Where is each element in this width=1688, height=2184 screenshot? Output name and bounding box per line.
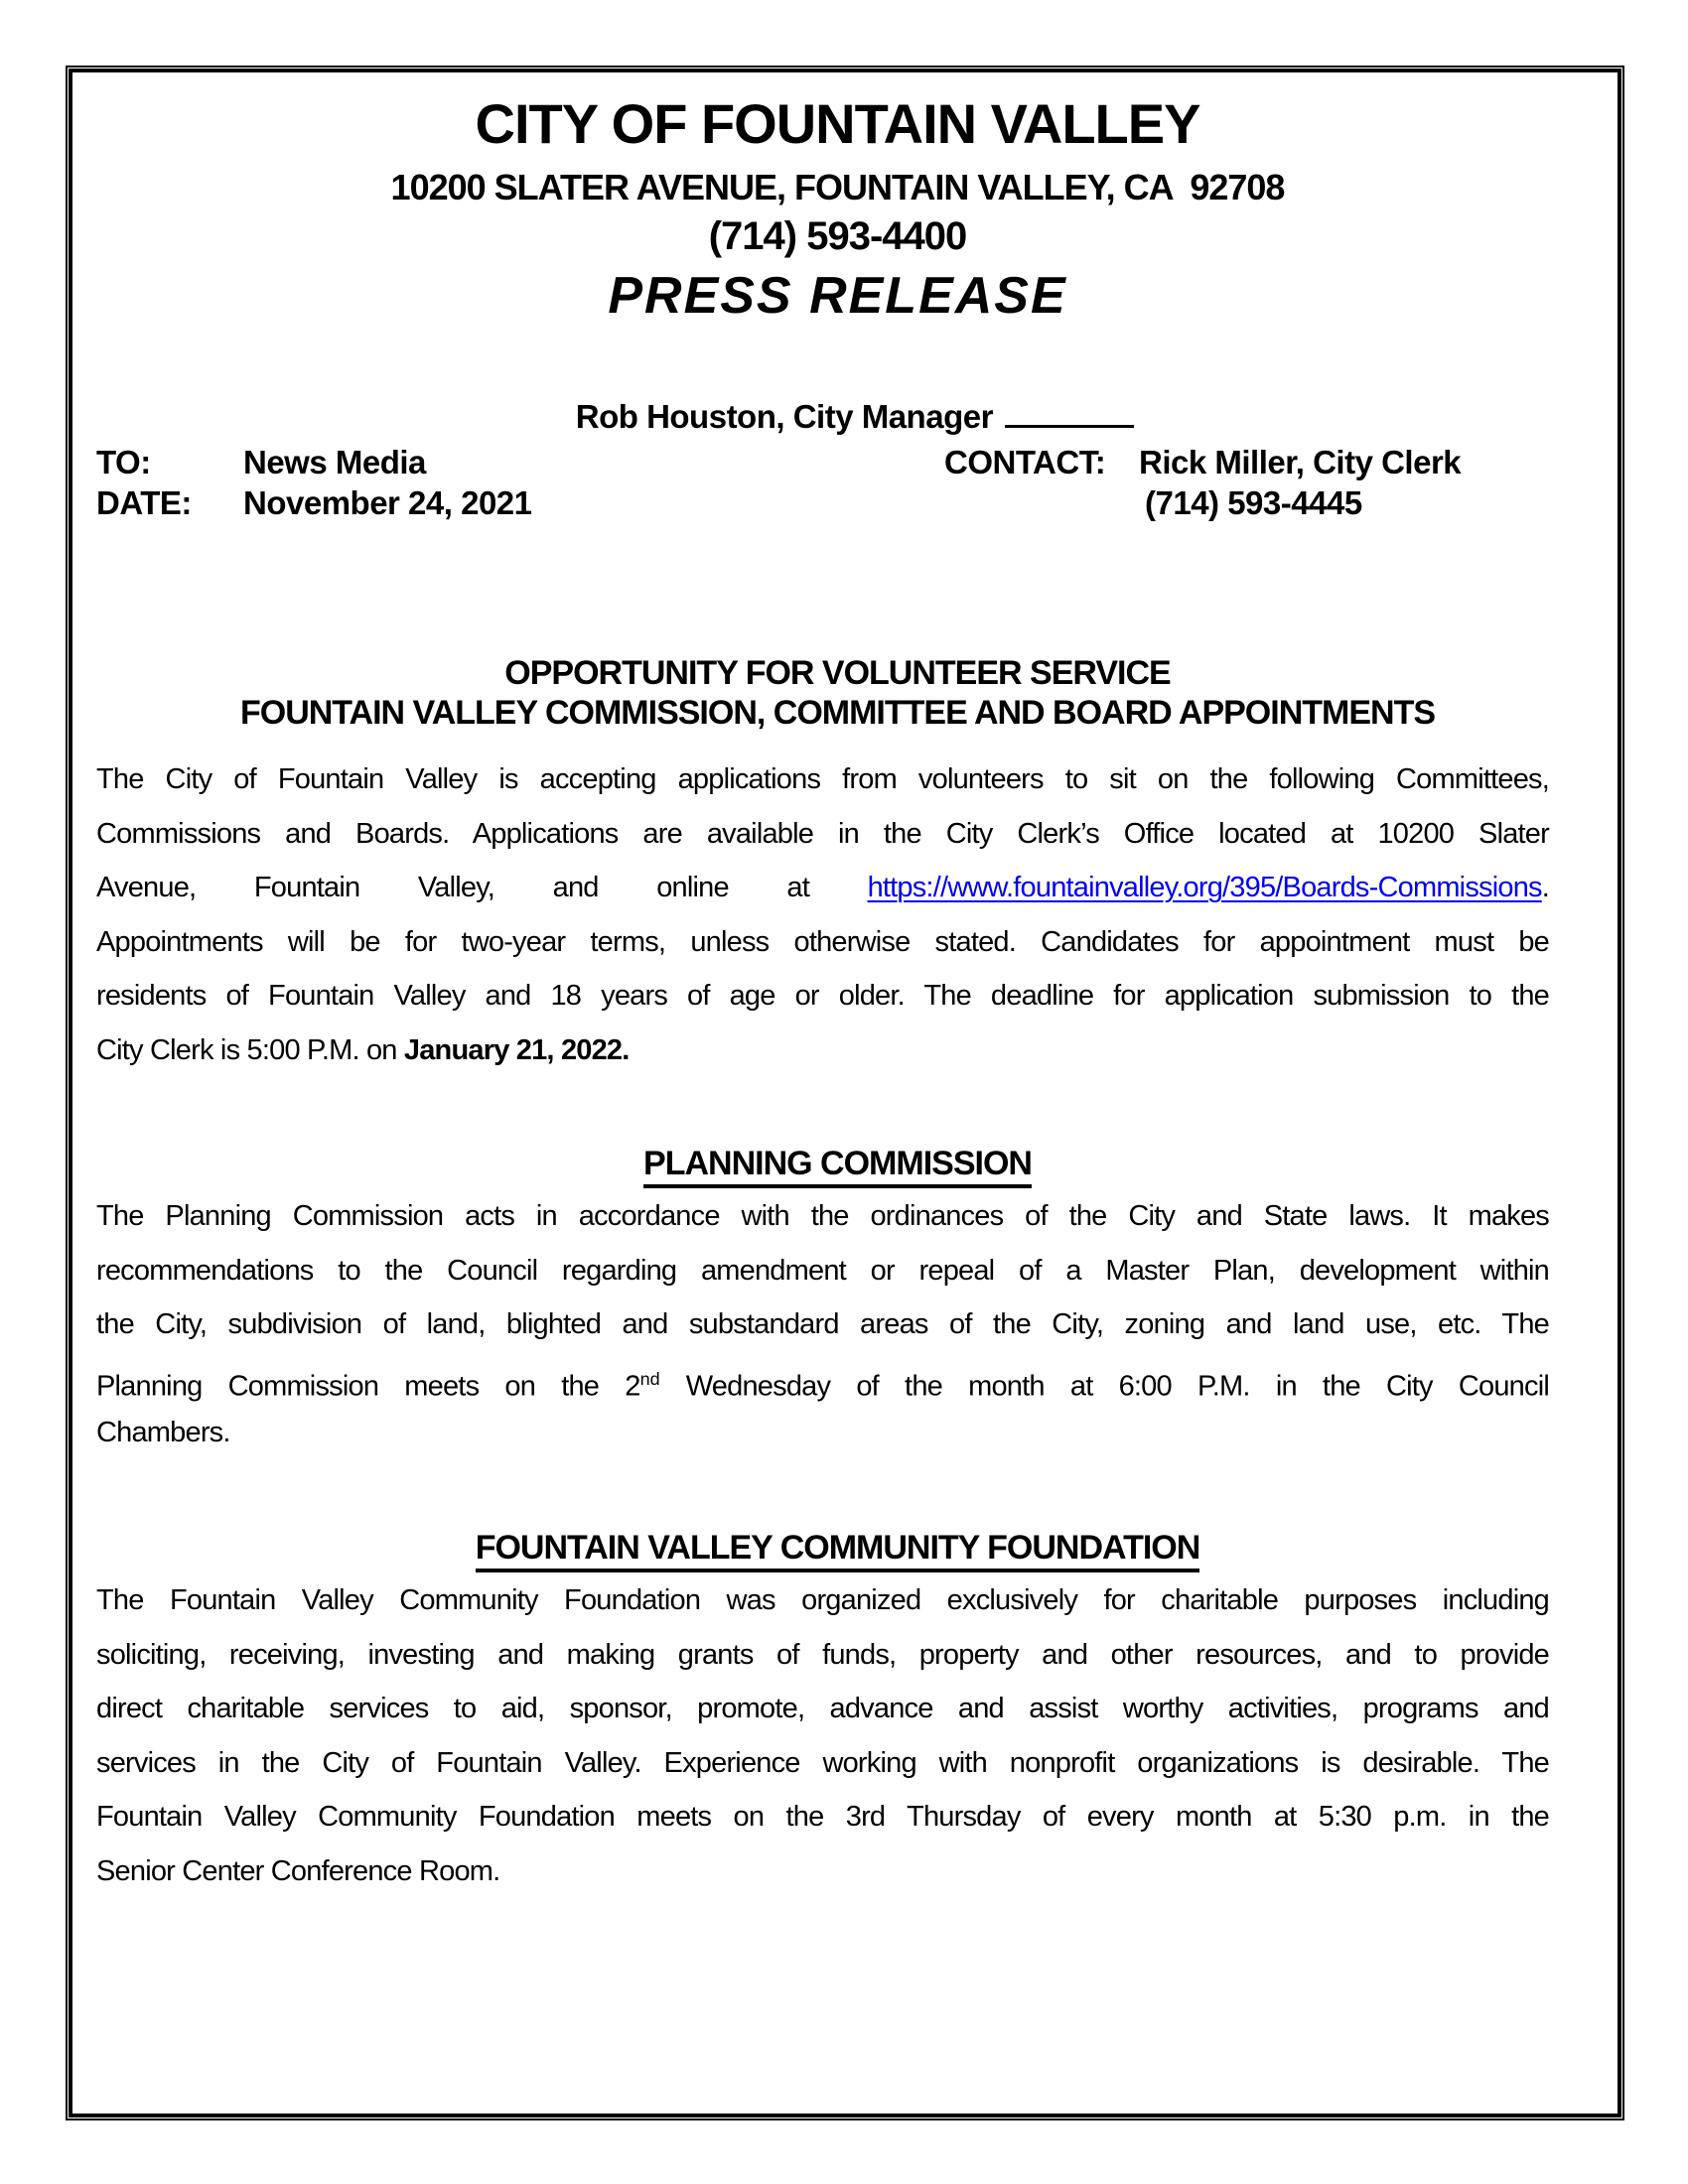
paragraph-line [96,1024,1549,1078]
text-segment: Avenue, Fountain Valley, and online at [96,872,868,903]
intro-paragraph [96,752,1549,1077]
paragraph-line [96,915,1549,970]
paragraph-line [96,1790,1549,1844]
section-heading-planning [96,1143,1579,1184]
paragraph-line [96,1844,1549,1899]
date-label: DATE: [96,484,192,521]
text-segment: Planning Commission meets on the 2 [96,1370,640,1403]
text-segment: . [1541,872,1549,903]
paragraph-line [96,1628,1549,1683]
text-segment: The Planning Commission acts in accordance with the ordinances of the City and State laws. It makes [96,1200,1549,1232]
paragraph-line [96,1352,1549,1407]
text-segment: services in the City of Fountain Valley. Experience working with nonprofit organizations is desirable. The [96,1746,1549,1779]
signature-blank-line [1005,425,1134,428]
text-segment: Senior Center Conference Room. [96,1854,500,1887]
paragraph-line [96,1297,1549,1352]
text-segment: Wednesday of the month at 6:00 P.M. in the City Council [659,1370,1549,1403]
contact-label: CONTACT: [944,444,1106,480]
text-segment: January 21, 2022. [403,1033,630,1066]
text-segment: Fountain Valley Community Foundation meets on the 3rd Thursday of every month at 5:30 p.m. in the [96,1801,1549,1833]
text-segment: soliciting, receiving, investing and making grants of funds, property and other resources, and to provide [96,1638,1549,1671]
ordinal-superscript: nd [639,1368,660,1389]
contact-value: Rick Miller, City Clerk [1139,444,1462,480]
text-segment: The Fountain Valley Community Foundation was organized exclusively for charitable purposes including [96,1584,1549,1616]
text-segment: Commissions and Boards. Applications are available in the City Clerk’s Office located at 10200 Slater [96,817,1549,850]
foundation-heading-text: FOUNTAIN VALLEY COMMUNITY FOUNDATION [476,1529,1200,1572]
paragraph-line [96,752,1549,807]
paragraph-line [96,861,1549,915]
page-title: CITY OF FOUNTAIN VALLEY [475,92,1200,155]
paragraph-line [96,969,1549,1024]
paragraph-line [96,1736,1549,1791]
to-label: TO: [96,444,151,480]
to-value: News Media [243,444,426,480]
paragraph-line [96,1573,1549,1628]
city-manager-name: Rob Houston, City Manager [575,398,993,435]
meta-block [96,444,1579,535]
text-segment: direct charitable services to aid, sponsor, promote, advance and assist worthy activities, programs and [96,1693,1549,1724]
planning-heading-text: PLANNING COMMISSION [643,1145,1032,1188]
boards-commissions-link[interactable]: https://www.fountainvalley.org/395/Boards-Commissions [867,872,1542,903]
paragraph-line [96,1244,1549,1298]
subject-line-1: OPPORTUNITY FOR VOLUNTEER SERVICE [504,654,1171,692]
date-value: November 24, 2021 [243,484,532,521]
paragraph-line [96,807,1549,862]
text-segment: City Clerk is 5:00 P.M. on [96,1033,404,1066]
paragraph-line [96,1682,1549,1736]
text-segment: Appointments will be for two-year terms, unless otherwise stated. Candidates for appointment must be [96,925,1549,958]
header-address: 10200 SLATER AVENUE, FOUNTAIN VALLEY, CA 92708 [390,167,1285,207]
header-phone: (714) 593-4400 [708,214,967,258]
paragraph-line [96,1406,1549,1460]
paragraph-line [96,1189,1549,1244]
text-segment: recommendations to the Council regarding amendment or repeal of a Master Plan, development within [96,1254,1549,1287]
section-heading-foundation [96,1527,1579,1569]
planning-paragraph [96,1189,1549,1460]
text-segment: The City of Fountain Valley is accepting applications from volunteers to sit on the following Committees, [96,763,1549,795]
text-segment: the City, subdivision of land, blighted and substandard areas of the City, zoning and land use, etc. The [96,1308,1549,1340]
text-segment: Chambers. [96,1417,230,1448]
foundation-paragraph [96,1573,1549,1898]
subject-line-2: FOUNTAIN VALLEY COMMISSION, COMMITTEE AND BOARD APPOINTMENTS [239,694,1436,732]
subject-heading [96,653,1579,733]
doc-type-title: PRESS RELEASE [608,267,1067,325]
contact-phone: (714) 593-4445 [1145,484,1362,521]
text-segment: residents of Fountain Valley and 18 years of age or older. The deadline for application submission to the [96,980,1549,1012]
